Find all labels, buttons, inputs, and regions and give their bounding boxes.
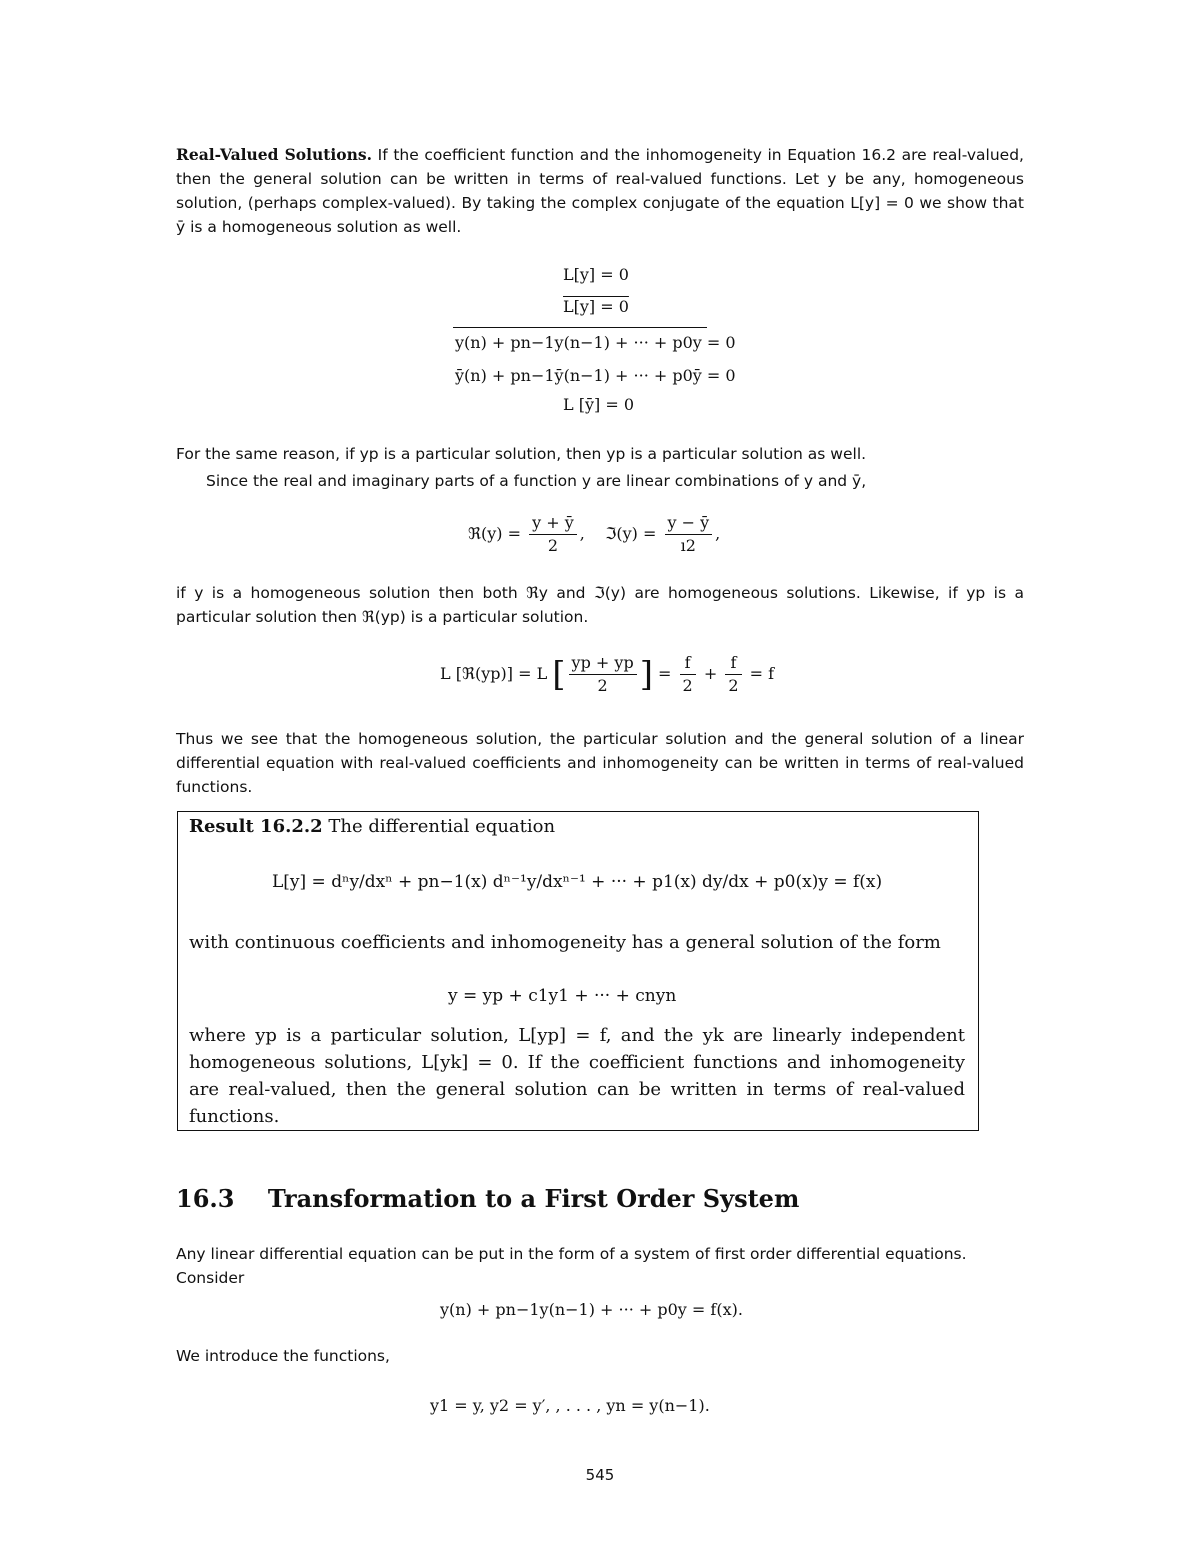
im-denominator: ı2 xyxy=(680,536,696,555)
paragraph-same-reason: For the same reason, if yp is a particular solution, then yp is a particular solution as well. xyxy=(176,445,867,463)
particular-denominator: 2 xyxy=(597,676,608,695)
result-equation: L[y] = dⁿy/dxⁿ + pn−1(x) dⁿ⁻¹y/dxⁿ⁻¹ + ··· + p1(x) dy/dx + p0(x)y = f(x) xyxy=(272,872,883,892)
f-half-2-num: f xyxy=(725,652,741,675)
result-intro: The differential equation xyxy=(328,816,556,837)
section-title: Transformation to a First Order System xyxy=(267,1184,800,1213)
equation-line-4: ȳ(n) + pn−1ȳ(n−1) + ··· + p0ȳ = 0 xyxy=(455,366,736,385)
paragraph-introduce: We introduce the functions, xyxy=(176,1347,390,1365)
f-half-2 xyxy=(725,652,741,697)
result-general-solution: y = yp + c1y1 + ··· + cnyn xyxy=(448,986,677,1006)
paragraph-real-valued xyxy=(176,143,1024,239)
paragraph-real-imag: Since the real and imaginary parts of a function y are linear combinations of y and ȳ, xyxy=(206,472,867,490)
re-lhs: ℜ(y) = xyxy=(468,524,522,543)
particular-lhs: L [ℜ(yp)] = L xyxy=(440,664,548,683)
re-numerator: y + ȳ xyxy=(529,512,577,535)
section-number: 16.3 xyxy=(176,1184,235,1213)
paragraph-text: If the coefficient function and the inhomogeneity in Equation 16.2 are real-valued, then the general solution can be written in terms of real-valued functions. Let y be any, homogeneous solution, (perhaps complex-valued). By taking the complex conjugate of the equation L[y] = 0 we show that ȳ is a homogeneous solution as well. xyxy=(176,146,1024,236)
equation-functions: y1 = y, y2 = y′, , . . . , yn = y(n−1). xyxy=(430,1396,710,1415)
re-fraction xyxy=(529,512,577,557)
particular-plus: + xyxy=(703,664,718,683)
equation-line-2: L[y] = 0 xyxy=(563,297,629,316)
equation-particular: L [ℜ(yp)] = L [ $\frac{yp + yp}{2}$ ] = $\frac{f}{2}$ + $\frac{f}{2}$ = f xyxy=(440,653,775,695)
paragraph-thus: Thus we see that the homogeneous solution, the particular solution and the general solution of a linear differential equation with real-valued coefficients and inhomogeneity can be written in terms of real-valued functions. xyxy=(176,730,1024,796)
particular-fraction xyxy=(569,652,637,697)
conjugate-bar xyxy=(453,327,707,328)
result-mid-text: with continuous coefficients and inhomogeneity has a general solution of the form xyxy=(189,932,941,953)
equation-re-im: ℜ(y) = $\frac{y + ȳ}{2}$ , ℑ(y) = $\frac{y - ȳ}{ı2}$ , xyxy=(468,513,721,555)
particular-rhs: = f xyxy=(749,664,775,683)
im-numerator: y − ȳ xyxy=(665,512,713,535)
paragraph-any-linear: Any linear differential equation can be put in the form of a system of first order differential equations. Consider xyxy=(176,1245,967,1287)
result-label: Result 16.2.2 xyxy=(189,816,323,837)
particular-numerator: yp + yp xyxy=(569,652,637,675)
f-half-2-den: 2 xyxy=(728,676,739,695)
paragraph-heading: Real-Valued Solutions. xyxy=(176,145,373,164)
f-half-1-den: 2 xyxy=(682,676,693,695)
re-denominator: 2 xyxy=(547,536,559,555)
f-half-1 xyxy=(680,652,696,697)
paragraph-homogeneous: if y is a homogeneous solution then both ℜy and ℑ(y) are homogeneous solutions. Likewise, if yp is a particular solution then ℜ(yp) is a particular solution. xyxy=(176,584,1024,626)
result-heading xyxy=(189,813,965,840)
particular-equals: = xyxy=(658,664,672,683)
im-lhs: ℑ(y) = xyxy=(605,524,657,543)
equation-line-5: L [ȳ] = 0 xyxy=(563,395,634,414)
equation-line-3: y(n) + pn−1y(n−1) + ··· + p0y = 0 xyxy=(455,333,736,352)
f-half-1-num: f xyxy=(680,652,696,675)
result-end-text: where yp is a particular solution, L[yp] = f, and the yk are linearly independent homogeneous solutions, L[yk] = 0. If the coefficient functions and inhomogeneity are real-valued, then the general solution can be written in terms of real-valued functions. xyxy=(189,1025,965,1127)
section-heading xyxy=(176,1184,799,1213)
equation-line-1: L[y] = 0 xyxy=(563,265,629,284)
equation-system: y(n) + pn−1y(n−1) + ··· + p0y = f(x). xyxy=(440,1300,743,1319)
im-fraction xyxy=(665,512,713,557)
page-number: 545 xyxy=(585,1466,615,1484)
